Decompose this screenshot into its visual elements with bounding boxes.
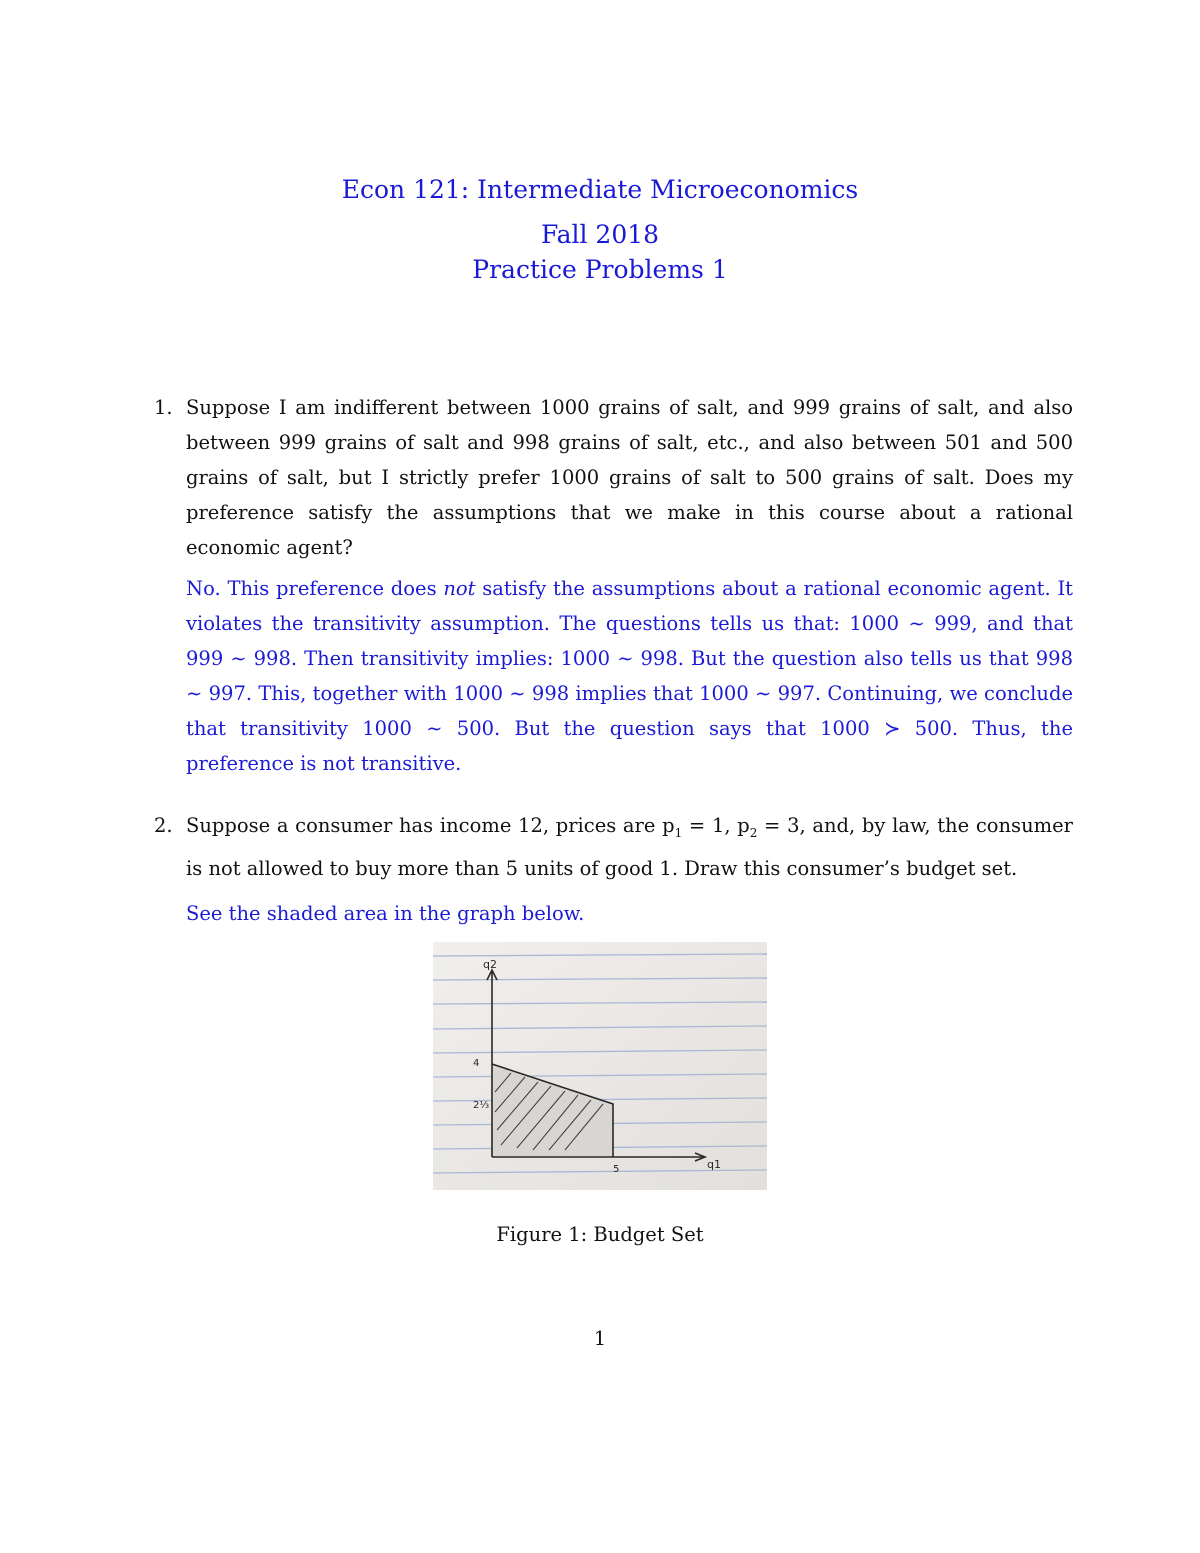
question-text-a: Suppose a consumer has income 12, prices are p [186, 814, 675, 837]
term: Fall 2018 [540, 220, 660, 249]
budget-set-photo [433, 942, 767, 1190]
answer-text-start: No. This preference does [186, 577, 444, 600]
x-axis-label: q1 [707, 1158, 721, 1171]
page-number: 1 [593, 1327, 607, 1350]
answer-emphasis: not [443, 577, 476, 600]
y-axis-label: q2 [483, 958, 497, 971]
problem-1 [154, 390, 1074, 781]
problem-2 [154, 808, 1073, 931]
problem-question: Suppose I am indifferent between 1000 grains of salt, and 999 grains of salt, and also between 999 grains of salt and 998 grains of salt, etc., and also between 501 and 500 grains of salt, but I strictly prefer 1000 grains of salt to 500 grains of salt. Does my preference satisfy the assumptions that we make in this course about a rational economic agent? [186, 396, 1073, 559]
p2-subscript: 2 [749, 825, 758, 840]
problem-number: 2. [154, 814, 173, 837]
p1-subscript: 1 [674, 825, 683, 840]
question-text-c: = 3, and, by law, the consumer is not allowed to buy more than 5 units of good 1. Draw this consumer’s budget set. [186, 814, 1073, 880]
figure-caption: Figure 1: Budget Set [496, 1223, 704, 1246]
problem-answer [186, 571, 1073, 781]
x-tick: 5 [613, 1164, 620, 1175]
document-title: Practice Problems 1 [472, 255, 728, 284]
problem-answer: See the shaded area in the graph below. [186, 901, 585, 925]
question-text-b: = 1, p [682, 814, 750, 837]
answer-text-end: satisfy the assumptions about a rational economic agent. It violates the transitivity assumption. The questions tells us that: 1000 ∼ 999, and that 999 ∼ 998. Then transitivity implies: 1000 ∼ 998. But the question also tells us that 998 ∼ 997. This, together with 1000 ∼ 998 implies that 1000 ∼ 997. Continuing, we conclude that transitivity 1000 ∼ 500. But the question says that 1000 ≻ 500. Thus, the preference is not transitive. [186, 577, 1074, 775]
course-title: Econ 121: Intermediate Microeconomics [341, 175, 859, 204]
problem-question [186, 808, 1073, 886]
y-tick-upper: 4 [473, 1058, 480, 1069]
y-tick-lower: 2⅓ [473, 1100, 490, 1111]
problem-number: 1. [154, 396, 173, 419]
